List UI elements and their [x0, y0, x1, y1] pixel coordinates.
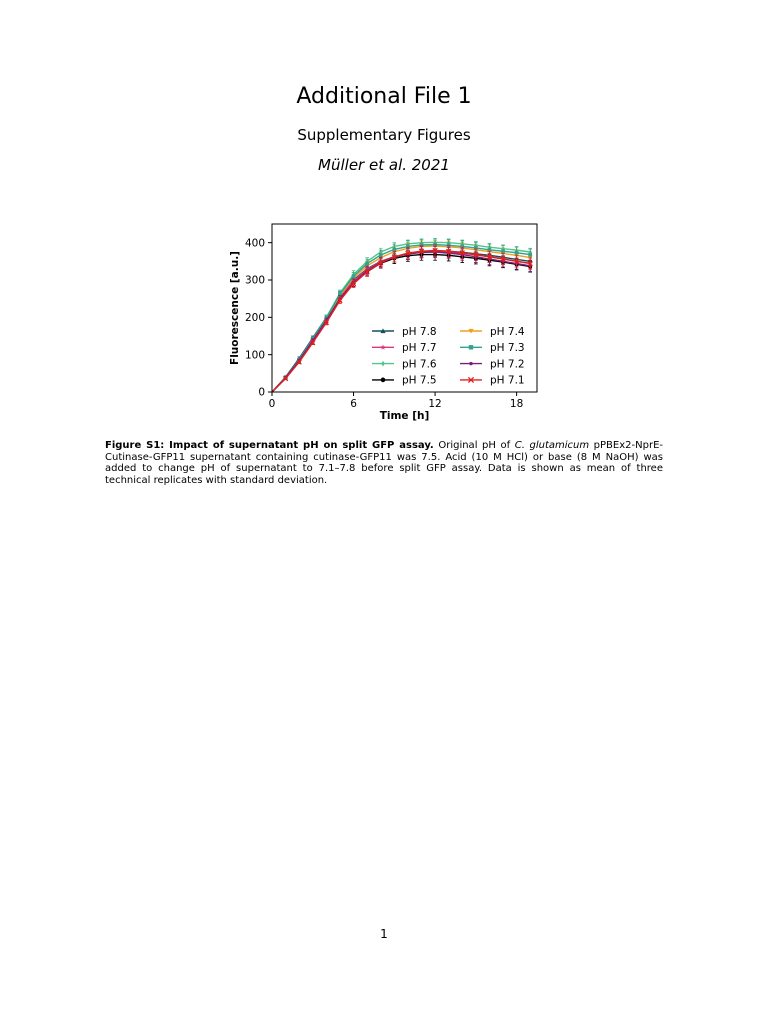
- data-point: [365, 262, 369, 266]
- legend-item: [460, 358, 525, 370]
- x-tick-label: 6: [350, 398, 357, 410]
- y-tick-label: 100: [244, 349, 265, 362]
- figure-caption: [105, 440, 663, 486]
- y-axis-label: Fluorescence [a.u.]: [229, 251, 241, 365]
- legend-label: pH 7.4: [490, 325, 525, 338]
- data-point: [352, 274, 356, 278]
- legend-label: pH 7.1: [490, 374, 525, 387]
- x-tick-label: 0: [268, 398, 276, 410]
- page-number: 1: [380, 927, 388, 941]
- legend-item: [460, 342, 525, 354]
- data-point: [392, 248, 396, 252]
- data-point: [501, 249, 505, 253]
- legend-item: [372, 375, 437, 387]
- data-point: [379, 253, 383, 257]
- y-tick-label: 300: [244, 274, 265, 287]
- caption-label: Figure S1: Impact of supernatant pH on split GFP assay.: [105, 440, 434, 451]
- legend-marker: [469, 362, 472, 365]
- legend-marker: [380, 344, 385, 349]
- fluorescence-chart: [224, 212, 554, 430]
- legend-label: pH 7.6: [402, 358, 437, 371]
- legend-label: pH 7.7: [402, 342, 437, 355]
- legend-item: [460, 326, 525, 338]
- series-line: [272, 251, 530, 392]
- series-ph-7.5: [272, 249, 532, 392]
- legend-marker: [469, 345, 473, 349]
- data-point: [528, 253, 532, 257]
- series-line: [272, 255, 530, 392]
- y-tick-label: 200: [244, 312, 265, 325]
- legend-item: [372, 326, 437, 338]
- series-line: [272, 252, 530, 392]
- caption-text-1: Original pH of: [433, 440, 515, 451]
- data-point: [515, 251, 519, 255]
- series-line: [272, 251, 530, 392]
- series-line: [272, 251, 530, 392]
- legend-marker: [381, 378, 386, 383]
- legend-item: [372, 358, 437, 370]
- legend-label: pH 7.2: [490, 358, 525, 371]
- legend-label: pH 7.8: [402, 325, 437, 338]
- legend-marker: [381, 361, 385, 367]
- x-tick-label: 18: [509, 398, 524, 410]
- x-axis-label: Time [h]: [379, 410, 430, 422]
- document-authors: Müller et al. 2021: [318, 156, 450, 174]
- legend-item: [372, 342, 437, 354]
- caption-text-2: pPBEx2-NprE-Cutinase-GFP11 supernatant containing cutinase-GFP11 was 7.5. Acid (10 M HCl) or base (8 M NaOH) was added to change pH of supernatant to 7.1–7.8 before split GFP assay. Data is shown as mean of three technical replicates with standard deviation.: [105, 440, 663, 486]
- legend-item: [460, 375, 525, 387]
- chart-legend: [372, 326, 525, 387]
- x-tick-label: 12: [428, 398, 442, 410]
- caption-species: C. glutamicum: [514, 440, 590, 451]
- document-subtitle: Supplementary Figures: [297, 126, 471, 144]
- y-tick-label: 400: [244, 237, 265, 250]
- y-tick-label: 0: [258, 386, 265, 399]
- legend-label: pH 7.3: [490, 342, 525, 355]
- legend-label: pH 7.5: [402, 374, 437, 387]
- document-title: Additional File 1: [296, 84, 472, 109]
